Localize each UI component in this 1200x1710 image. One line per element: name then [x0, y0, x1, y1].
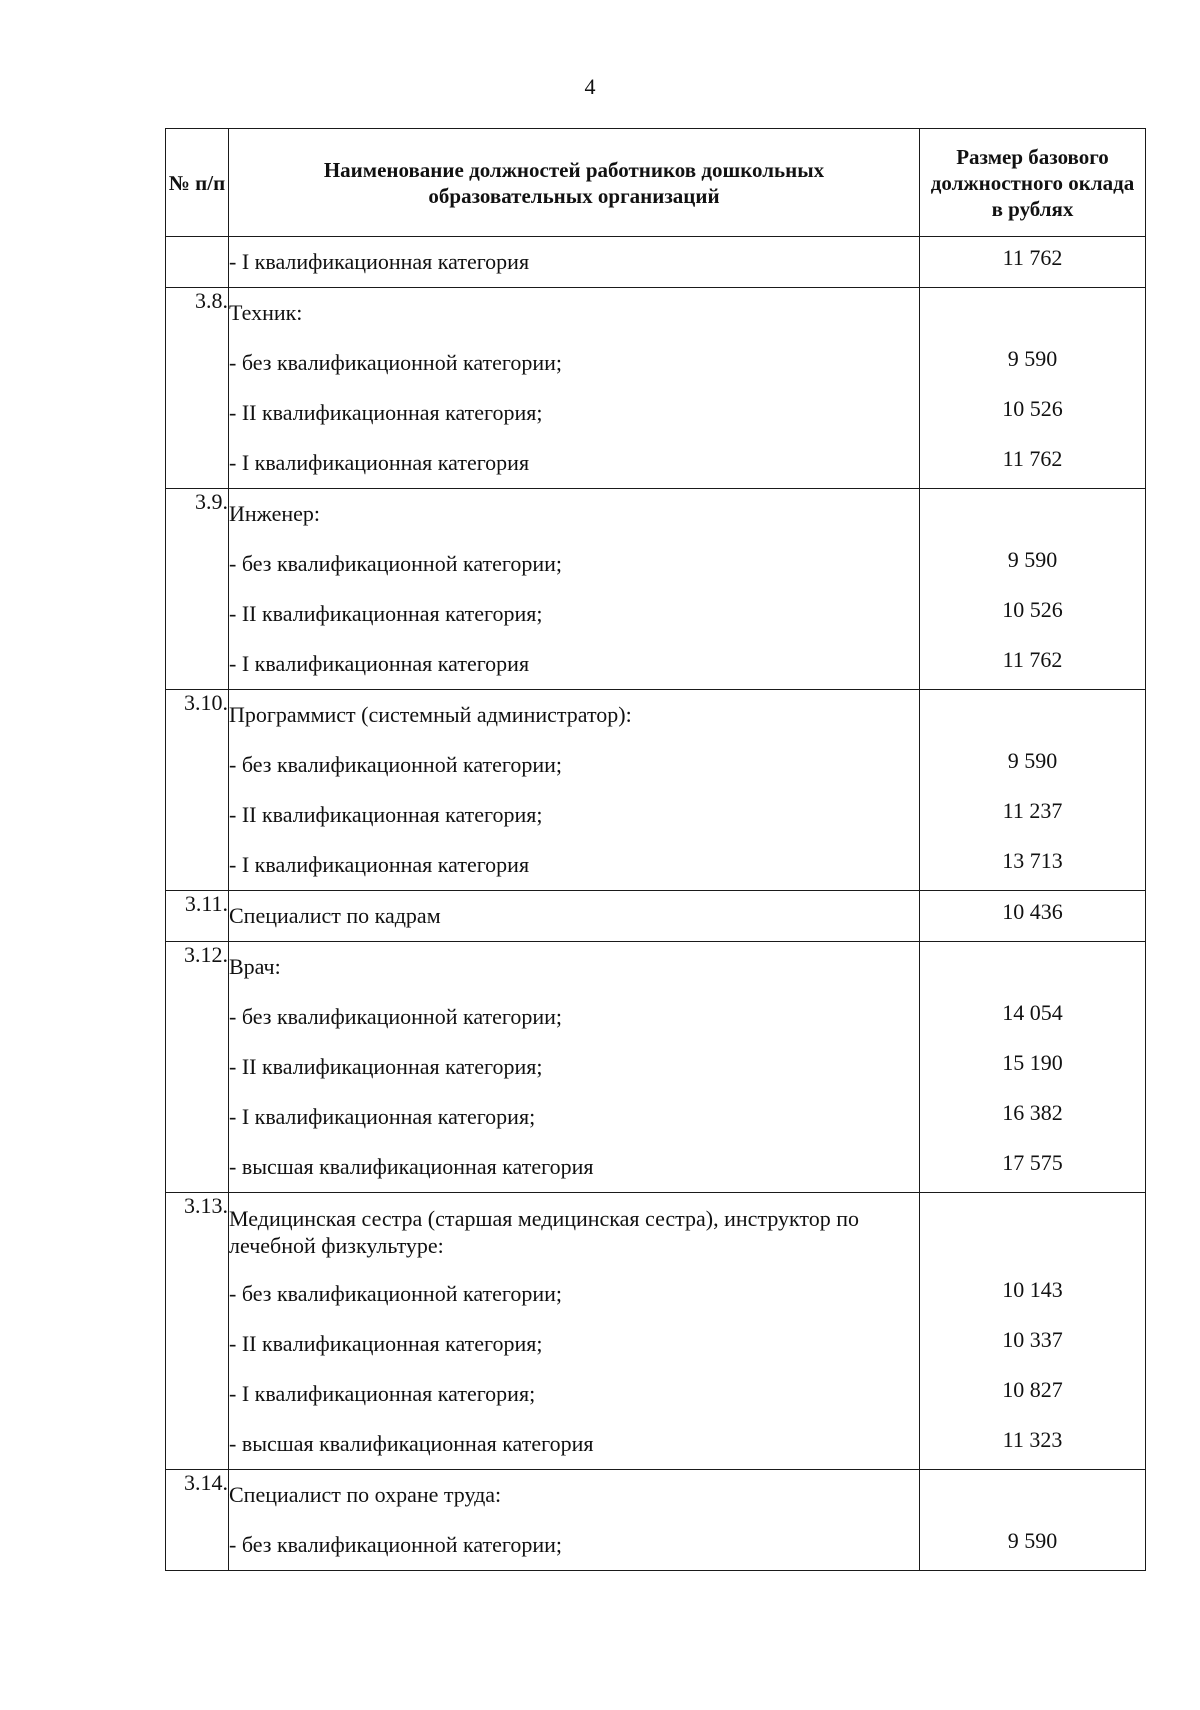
position-name-cell	[229, 489, 920, 690]
salary-value-cell	[920, 942, 1146, 1193]
salary-value	[920, 288, 1145, 338]
position-line: - II квалификационная категория;	[229, 400, 543, 425]
salary-value: 10 827	[1002, 1377, 1063, 1402]
salary-table	[165, 128, 1146, 1571]
row-number: 3.13.	[166, 1193, 229, 1470]
table-row	[166, 690, 1146, 891]
table-row	[166, 1193, 1146, 1470]
position-name-cell	[229, 690, 920, 891]
salary-value	[920, 942, 1145, 992]
position-title: Техник:	[229, 300, 303, 325]
salary-value-cell	[920, 891, 1146, 942]
salary-value: 13 713	[1002, 848, 1063, 873]
position-name-cell	[229, 891, 920, 942]
salary-value-cell	[920, 1470, 1146, 1571]
position-name-cell	[229, 288, 920, 489]
salary-value: 9 590	[1007, 1528, 1058, 1553]
salary-value: 10 436	[1002, 899, 1063, 924]
salary-value	[920, 1193, 1145, 1269]
salary-value	[920, 1470, 1145, 1520]
position-line: - без квалификационной категории;	[229, 1004, 563, 1029]
salary-value: 10 526	[1002, 396, 1063, 421]
header-position-name: Наименование должностей работников дошкольных образовательных организаций	[229, 129, 920, 237]
position-title: Специалист по охране труда:	[229, 1482, 502, 1507]
position-name-cell	[229, 942, 920, 1193]
position-title: Врач:	[229, 954, 281, 979]
position-line: - II квалификационная категория;	[229, 601, 543, 626]
position-line: - I квалификационная категория	[229, 450, 530, 475]
position-line: - высшая квалификационная категория	[229, 1154, 594, 1179]
row-number	[166, 237, 229, 288]
position-title: Медицинская сестра (старшая медицинская сестра), инструктор по лечебной физкультуре:	[229, 1206, 860, 1258]
salary-value: 16 382	[1002, 1100, 1063, 1125]
salary-value	[920, 489, 1145, 539]
position-title: Программист (системный администратор):	[229, 702, 632, 727]
position-name-cell	[229, 237, 920, 288]
row-number: 3.9.	[166, 489, 229, 690]
row-number: 3.8.	[166, 288, 229, 489]
table-row	[166, 489, 1146, 690]
position-line: - I квалификационная категория	[229, 651, 530, 676]
salary-value: 11 237	[1002, 798, 1063, 823]
salary-value-cell	[920, 489, 1146, 690]
salary-value: 11 323	[1002, 1427, 1063, 1452]
salary-value: 14 054	[1002, 1000, 1063, 1025]
salary-value-cell	[920, 237, 1146, 288]
position-line: - II квалификационная категория;	[229, 1054, 543, 1079]
position-line: - I квалификационная категория	[229, 249, 530, 274]
row-number: 3.12.	[166, 942, 229, 1193]
salary-value: 11 762	[1002, 647, 1063, 672]
position-name-cell	[229, 1470, 920, 1571]
position-line: - I квалификационная категория;	[229, 1381, 536, 1406]
position-line: Специалист по кадрам	[229, 903, 441, 928]
salary-value: 10 526	[1002, 597, 1063, 622]
position-name-cell	[229, 1193, 920, 1470]
table-row	[166, 891, 1146, 942]
position-line: - без квалификационной категории;	[229, 350, 563, 375]
row-number: 3.11.	[166, 891, 229, 942]
position-line: - I квалификационная категория;	[229, 1104, 536, 1129]
salary-value: 9 590	[1007, 346, 1058, 371]
salary-value-cell	[920, 690, 1146, 891]
header-number: № п/п	[166, 129, 229, 237]
table-body	[166, 237, 1146, 1571]
salary-value-cell	[920, 1193, 1146, 1470]
row-number: 3.14.	[166, 1470, 229, 1571]
salary-value: 10 143	[1002, 1277, 1063, 1302]
salary-value: 11 762	[1002, 245, 1063, 270]
salary-value-cell	[920, 288, 1146, 489]
table-row	[166, 942, 1146, 1193]
position-line: - без квалификационной категории;	[229, 1281, 563, 1306]
salary-value: 15 190	[1002, 1050, 1063, 1075]
position-line: - без квалификационной категории;	[229, 1532, 563, 1557]
salary-value: 11 762	[1002, 446, 1063, 471]
position-line: - без квалификационной категории;	[229, 752, 563, 777]
salary-value	[920, 690, 1145, 740]
salary-value: 10 337	[1002, 1327, 1063, 1352]
salary-value: 9 590	[1007, 547, 1058, 572]
page-number: 4	[584, 74, 596, 99]
position-line: - без квалификационной категории;	[229, 551, 563, 576]
table-row	[166, 288, 1146, 489]
table-row	[166, 237, 1146, 288]
salary-value: 9 590	[1007, 748, 1058, 773]
position-title: Инженер:	[229, 501, 320, 526]
table-header-row	[166, 129, 1146, 237]
position-line: - II квалификационная категория;	[229, 1331, 543, 1356]
position-line: - II квалификационная категория;	[229, 802, 543, 827]
salary-value: 17 575	[1002, 1150, 1063, 1175]
row-number: 3.10.	[166, 690, 229, 891]
table-row	[166, 1470, 1146, 1571]
position-line: - I квалификационная категория	[229, 852, 530, 877]
header-base-salary: Размер базового должностного оклада в рублях	[920, 129, 1146, 237]
position-line: - высшая квалификационная категория	[229, 1431, 594, 1456]
